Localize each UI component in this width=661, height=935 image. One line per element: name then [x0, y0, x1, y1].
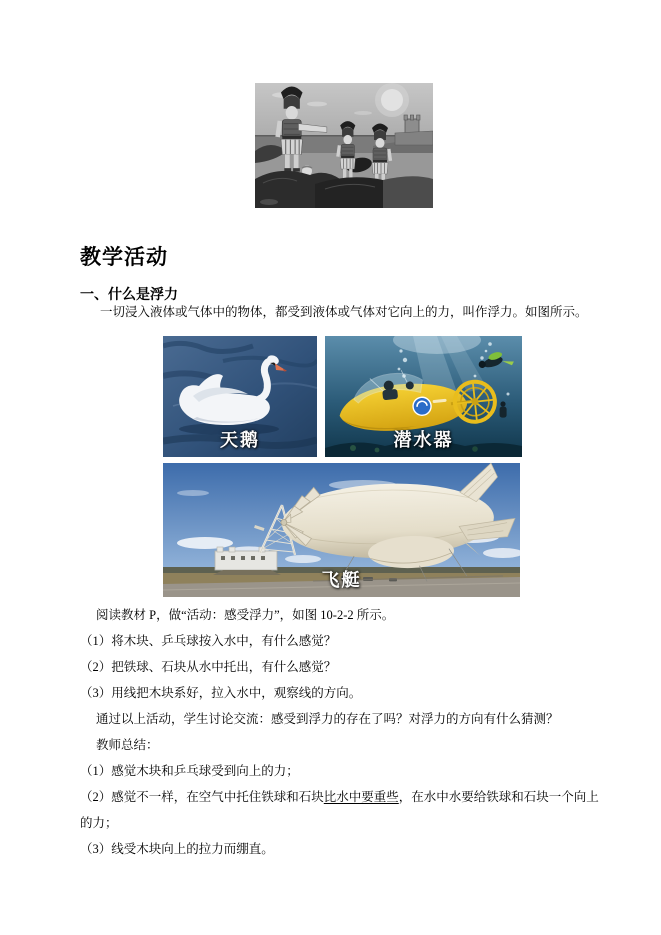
submarine-label: 潜水器 [393, 430, 454, 450]
swan-label: 天鹅 [220, 430, 260, 450]
activity-text-block [80, 602, 608, 862]
summary-point-2-post: ，在水中水要给铁球和石块一个向上的力； [80, 790, 599, 830]
question-item-1: （1）将木块、乒乓球按入水中，有什么感觉？ [80, 634, 337, 648]
figure-swan [163, 336, 317, 457]
teacher-summary-label: 教师总结： [96, 738, 159, 752]
figure-submarine [325, 336, 522, 457]
intro-paragraph: 一切浸入液体或气体中的物体，都受到液体或气体对它向上的力，叫作浮力。如图所示。 [100, 305, 588, 319]
airship-label: 飞艇 [321, 570, 362, 590]
summary-point-2 [80, 784, 608, 836]
question-item-2: （2）把铁球、石块从水中托出，有什么感觉？ [80, 660, 337, 674]
summary-point-2-underlined: 比水中要重些 [323, 790, 399, 804]
page-title: 教学活动 [80, 245, 168, 269]
activity-intro: 阅读教材 P，做“活动：感受浮力”，如图 10-2-2 所示。 [96, 608, 395, 622]
section-title: 一、什么是浮力 [80, 288, 178, 303]
figure-airship [163, 463, 520, 597]
discussion-paragraph: 通过以上活动，学生讨论交流：感受到浮力的存在了吗？对浮力的方向有什么猜测？ [96, 712, 559, 726]
summary-point-3: （3）线受木块向上的拉力而绷直。 [80, 842, 274, 856]
summary-point-2-pre: （2）感觉不一样，在空气中托住铁球和石块 [80, 790, 324, 804]
summary-point-1: （1）感觉木块和乒乓球受到向上的力； [80, 764, 299, 778]
soldiers-image [255, 83, 433, 208]
question-item-3: （3）用线把木块系好，拉入水中，观察线的方向。 [80, 686, 362, 700]
soldiers-illustration [255, 83, 433, 208]
